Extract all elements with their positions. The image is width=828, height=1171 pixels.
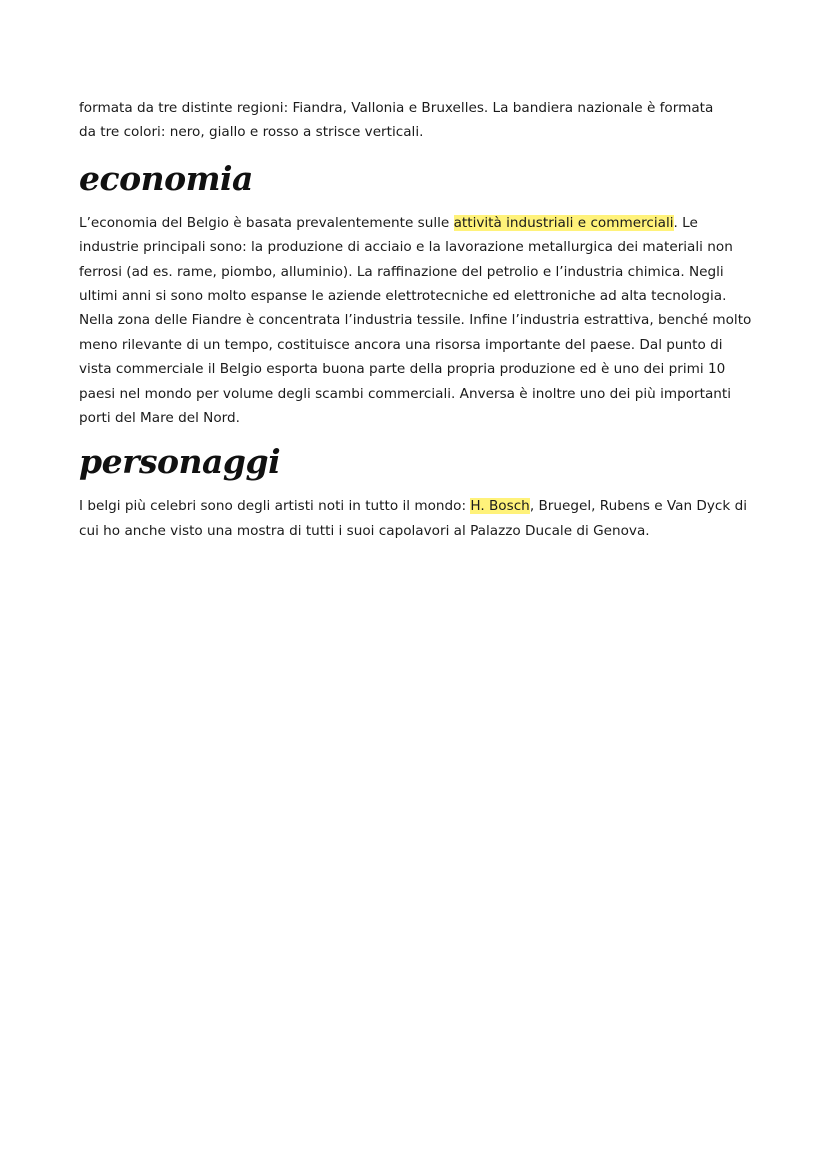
personaggi-text-start: I belgi più celebri sono degli artisti noti in tutto il mondo: [79, 498, 471, 515]
economia-heading: economia [79, 158, 253, 198]
economia-text-start: L’economia del Belgio è basata prevalentemente sulle [79, 214, 454, 231]
economia-paragraph [79, 211, 759, 431]
document-content [79, 96, 759, 543]
personaggi-text-rest: , Bruegel, Rubens e Van Dyck di cui ho anche visto una mostra di tutti i suoi capolavori al Palazzo Ducale di Genova. [79, 498, 747, 539]
personaggi-paragraph [79, 494, 759, 543]
personaggi-heading: personaggi [79, 442, 281, 482]
economia-text-rest: . Le industrie principali sono: la produzione di acciaio e la lavorazione metallurgica dei materiali non ferrosi (ad es. rame, piombo, alluminio). La raffinazione del petrolio e l’industria chimica. Negli ultimi anni si sono molto espanse le aziende elettrotecniche ed elettroniche ad alta tecnologia. Nella zona delle Fiandre è concentrata l’industria tessile. Infine l’industria estrattiva, benché molto meno rilevante di un tempo, costituisce ancora una risorsa importante del paese. Dal punto di vista commerciale il Belgio esporta buona parte della propria produzione ed è uno dei primi 10 paesi nel mondo per volume degli scambi commerciali. Anversa è inoltre uno dei più importanti porti del Mare del Nord. [79, 214, 752, 427]
economia-highlight: attività industriali e commerciali [453, 214, 674, 231]
personaggi-highlight: H. Bosch [470, 498, 530, 515]
intro-line-2: da tre colori: nero, giallo e rosso a strisce verticali. [79, 124, 424, 141]
intro-paragraph [79, 96, 759, 145]
intro-line-1: formata da tre distinte regioni: Fiandra, Vallonia e Bruxelles. La bandiera nazionale è formata [79, 100, 714, 116]
